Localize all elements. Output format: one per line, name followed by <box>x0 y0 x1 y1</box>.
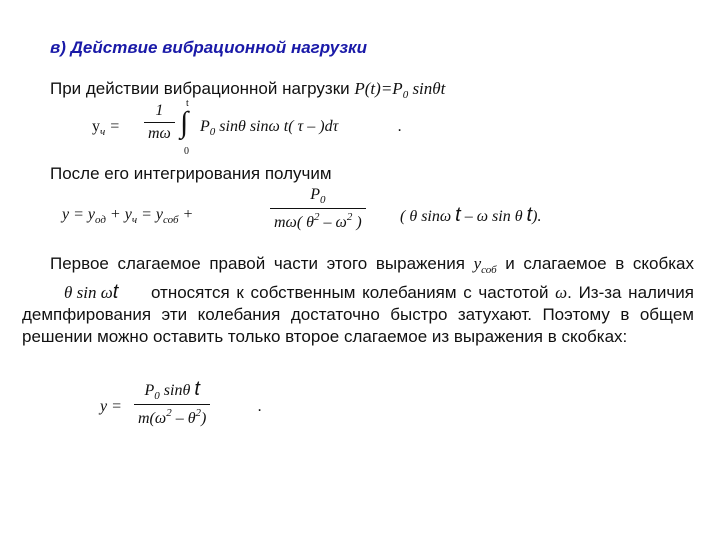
eq3-fraction: $\frac{P_0 \sin\theta t}{m(\omega^2 - \theta^2)}$ <box>134 378 210 428</box>
integral-sign: ∫ <box>180 106 189 139</box>
inline-formula: θ sin ωt <box>64 281 119 303</box>
eq3-lhs: y = <box>100 398 122 415</box>
after-integration-text: После его интегрирования получим <box>50 164 332 183</box>
intro-line <box>50 78 445 106</box>
eq1-fraction: $\frac{1}{m\omega}$ <box>144 102 175 143</box>
eq1-int-lower: 0 <box>184 146 189 157</box>
eq1-lhs: $у_ч$ = <box>92 118 121 138</box>
intro-text: При действии вибрационной нагрузки <box>50 79 350 98</box>
section-title: в) Действие вибрационной нагрузки <box>50 38 368 57</box>
eq2-lhs: $y = y_{од} + y_ч = y_{соб}$ + <box>62 206 194 226</box>
eq1-int-upper: t <box>186 98 189 109</box>
equation-3 <box>100 378 300 438</box>
equation-2 <box>62 186 622 244</box>
eq1-integrand: $P_0$ sinθ sinω t( τ – )dτ <box>200 118 339 138</box>
eq1-end: . <box>398 118 402 135</box>
eq3-end: . <box>258 398 262 415</box>
explanation-paragraph: Первое слагаемое правой части этого выражения $y_{соб}$ и слагаемое в скобках θ sin ωt относятся к собственным колебаниям с частотой ω. Из-за наличия демпфирования эти колебания достаточно быстро затухают. Поэтому в общем решении можно оставить только второе слагаемое из выражения в скобках: <box>22 254 694 346</box>
eq2-fraction: $\frac{P_0}{m\omega( \theta^2 - \omega^2 )}$ <box>270 186 366 232</box>
eq2-bracket: ( θ sinω t – ω sin θ t). <box>400 204 542 226</box>
load-formula: $P(t)=P_0$ sinθt <box>354 79 446 101</box>
